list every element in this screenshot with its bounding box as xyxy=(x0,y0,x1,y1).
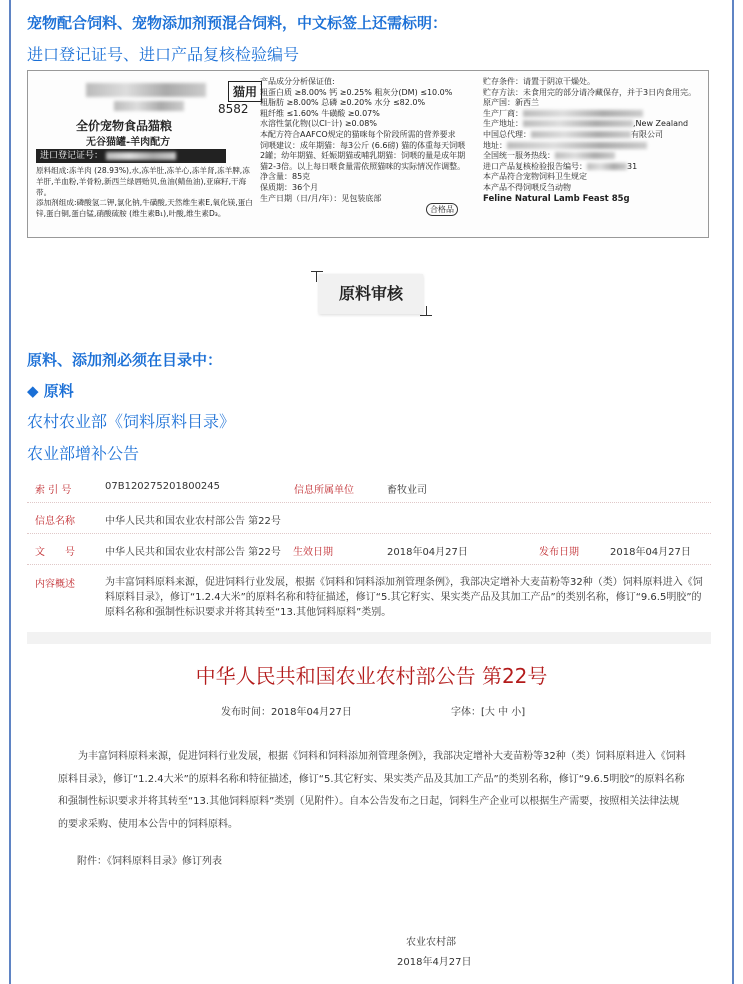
info-value: 为丰富饲料原料来源，促进饲料行业发展，根据《饲料和饲料添加剂管理条例》，我部决定增补大麦苗粉等32种（类）饲料原料进入《饲料原料目录》，修订“1.2.4大米”的原料名称和特征描述，修订“5.其它籽实、果实类产品及其加工产品”的类别名称，修订“9.6.5明胶”的原料名称和强制性标识要求并将其转至“13.其他饲料原料”类别。 xyxy=(105,577,703,618)
label-line: 猫2-3倍。以上每日喂食量需依照猫咪的实际情况作调整。 xyxy=(260,161,466,171)
label-line: 地址： xyxy=(483,141,696,152)
label-line: 贮存条件：请置于阴凉干燥处。 xyxy=(483,77,595,86)
info-value: 2018年04月27日 xyxy=(610,547,691,558)
info-value: 2018年04月27日 xyxy=(387,547,468,558)
label-line: 粗脂肪 ≥8.00% 总磷 ≥0.20% 水分 ≤82.0% xyxy=(260,98,426,108)
info-label: 发布日期 xyxy=(539,547,579,558)
info-row-index xyxy=(27,481,711,503)
heading-must-be-in-catalog: 原料、添加剂必须在目录中： xyxy=(27,351,223,369)
product-title: 全价宠物食品猫粮 xyxy=(76,119,173,133)
info-value: 中华人民共和国农业农村部公告 第22号 xyxy=(105,516,281,527)
info-value: 中华人民共和国农业农村部公告 第22号 xyxy=(105,547,281,558)
info-label: 信息所属单位 xyxy=(294,485,354,496)
info-label: 生效日期 xyxy=(293,547,333,558)
link-feed-raw-material-catalog[interactable]: 农村农业部《饲料原料目录》 xyxy=(27,412,236,431)
info-label: 文 号 xyxy=(35,547,75,558)
bullet-raw-materials: ◆ 原料 xyxy=(27,382,74,400)
label-middle-column xyxy=(260,77,465,204)
label-line: 本产品符合宠物饲料卫生规定 xyxy=(483,172,587,182)
label-line: 生产日期（日/月/年）：见包装底部 xyxy=(260,193,382,203)
font-size-selector[interactable]: 字体：[大 中 小] xyxy=(451,707,526,718)
label-line: 全国统一服务热线： xyxy=(483,151,696,162)
label-line: 保质期：36个月 xyxy=(260,182,319,192)
info-value: 畜牧业司 xyxy=(387,485,427,496)
category-box: 猫用 xyxy=(228,81,262,102)
label-line: 2罐；幼年期猫、妊娠期猫或哺乳期猫：饲喂的量是成年期 xyxy=(260,151,466,161)
banner-corner-line xyxy=(311,271,323,272)
label-line: 水溶性氯化物(以Cl⁻计) ≥0.08% xyxy=(260,119,377,129)
label-line: 原产国：新西兰 xyxy=(483,98,539,108)
label-line: 粗纤维 ≤1.60% 牛磺酸 ≥0.07% xyxy=(260,108,380,118)
label-line: 本产品不得饲喂反刍动物 xyxy=(483,182,571,192)
info-label: 信息名称 xyxy=(35,516,75,527)
import-registration-bar xyxy=(36,149,226,163)
ingredients-block xyxy=(36,166,256,220)
product-code: 8582 xyxy=(218,102,249,116)
label-line: 本配方符合AAFCO规定的猫咪每个阶段所需的营养要求 xyxy=(260,129,456,139)
info-row-name xyxy=(27,512,711,534)
product-label-image xyxy=(27,70,709,238)
section-banner-raw-material-review: 原料审核 xyxy=(319,274,423,314)
blurred-brand-sub xyxy=(114,101,184,111)
heading-import-numbers: 进口登记证号、进口产品复核检验编号 xyxy=(27,45,300,64)
label-line: 饲喂建议：成年期猫：每3公斤 (6.6磅) 猫的体重每天饲喂 xyxy=(260,140,466,150)
qualified-mark: 合格品 xyxy=(426,203,458,216)
import-registration-label: 进口登记证号： xyxy=(40,151,104,161)
blurred-brand xyxy=(86,83,206,97)
banner-corner-line xyxy=(420,315,432,316)
announcement-body xyxy=(58,746,688,836)
label-line: 中国总代理： 有限公司 xyxy=(483,129,663,139)
blurred-import-no xyxy=(106,152,176,160)
link-supplement-announcement[interactable]: 农业部增补公告 xyxy=(27,444,140,463)
banner-corner-line xyxy=(316,272,317,282)
heading-chinese-label-requirements: 宠物配合饲料、宠物添加剂预混合饲料，中文标签上还需标明： xyxy=(27,14,448,32)
info-label: 索 引 号 xyxy=(35,485,72,496)
label-right-column xyxy=(483,77,696,204)
ingredients-text: 原料组成:冻羊肉 (28.93%),水,冻羊肚,冻羊心,冻羊肾,冻羊脾,冻羊肝,羊血粉,羊骨粉,新西兰绿唇贻贝,鱼油(鲭鱼油),亚麻籽,干海带。 xyxy=(36,166,250,197)
product-subtitle: 无谷猫罐-羊肉配方 xyxy=(86,137,171,148)
signer: 农业农村部 xyxy=(406,937,456,948)
info-row-document xyxy=(27,543,711,565)
additives-text: 添加剂组成:磷酸氢二钾,氯化钠,牛磺酸,天然维生素E,氧化镁,蛋白锌,蛋白铜,蛋白锰,硝酸硫胺 (维生素B₁),叶酸,维生素D₃。 xyxy=(36,198,253,219)
publish-time: 发布时间：2018年04月27日 xyxy=(221,707,352,718)
info-row-summary xyxy=(27,575,711,623)
label-line: 净含量：85克 xyxy=(260,172,311,182)
label-line: 产品成分分析保证值: xyxy=(260,77,335,86)
label-english-name: Feline Natural Lamb Feast 85g xyxy=(483,193,630,204)
info-value: 07B120275201800245 xyxy=(105,481,221,492)
label-line: 生产厂商： xyxy=(483,109,696,120)
announcement-title: 中华人民共和国农业农村部公告 第22号 xyxy=(195,664,548,688)
label-line: 粗蛋白质 ≥8.00% 钙 ≥0.25% 粗灰分(DM) ≤10.0% xyxy=(260,87,453,97)
sign-date: 2018年4月27日 xyxy=(397,957,472,968)
label-line: 进口产品复核检验报告编号： 31 xyxy=(483,161,638,171)
divider-bar xyxy=(27,632,711,644)
attachment-link[interactable]: 附件：《饲料原料目录》修订列表 xyxy=(77,856,222,867)
label-line: 生产地址： ,New Zealand xyxy=(483,119,689,129)
label-line: 贮存方法：未食用完的部分请冷藏保存，并于3日内食用完。 xyxy=(483,87,697,97)
announcement-body-text: 为丰富饲料原料来源，促进饲料行业发展，根据《饲料和饲料添加剂管理条例》，我部决定增补大麦苗粉等32种（类）饲料原料进入《饲料原料目录》，修订“1.2.4大米”的原料名称和特征描述，修订“5.其它籽实、果实类产品及其加工产品”的类别名称，修订“9.6.5明胶”的原料名称和强制性标识要求并将其转至“13.其他饲料原料”类别（见附件）。自本公告发布之日起，饲料生产企业可以根据生产需要，按照相关法律法规的要求采购、使用本公告中的饲料原料。 xyxy=(58,751,686,830)
info-label: 内容概述 xyxy=(35,579,75,590)
